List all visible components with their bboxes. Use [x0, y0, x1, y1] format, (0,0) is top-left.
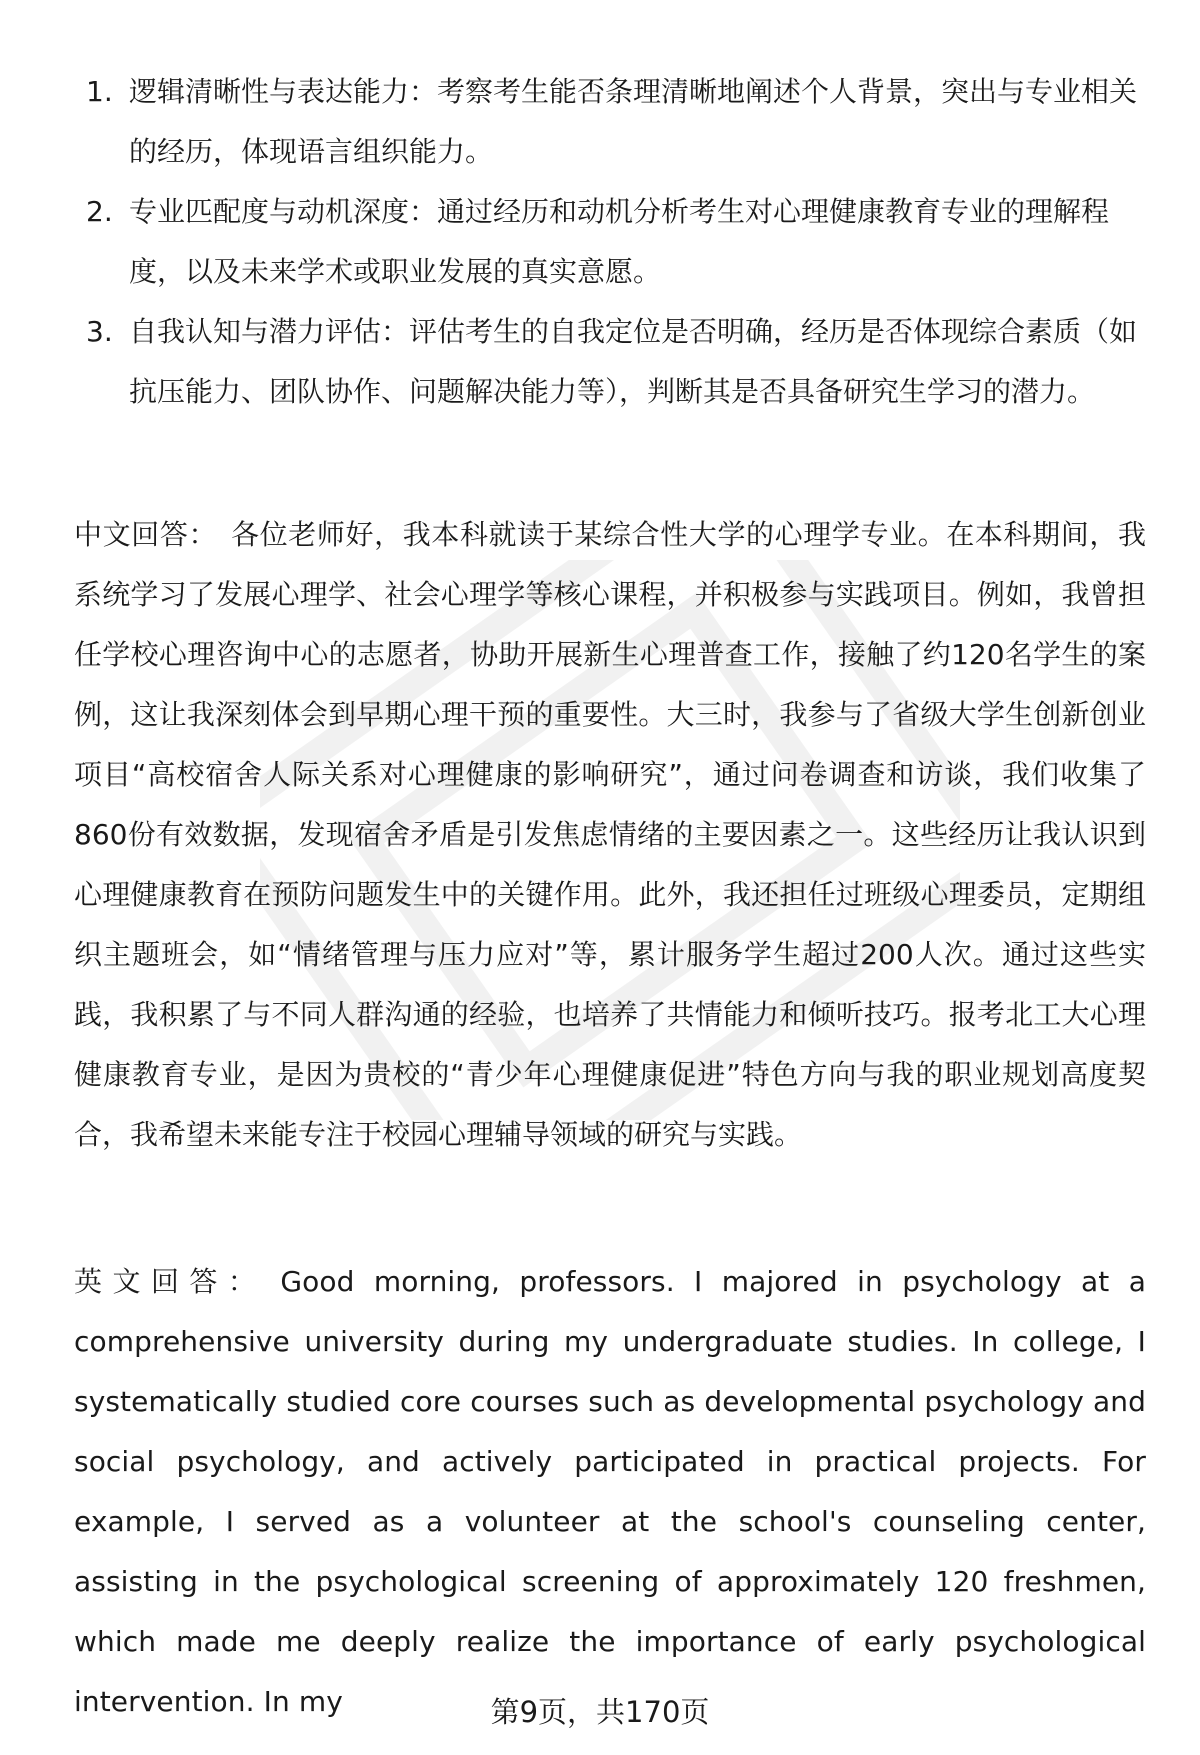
english-answer-text: Good morning, professors. I majored in psychology at a comprehensive university during my undergraduate studies. In college, I systematically studied core courses such as developmental psychology and social psychology, and actively participated in practical projects. For example, I served as a volunteer at the school's counseling center, assisting in the psychological screening of approximately 120 freshmen, which made me deeply realize the importance of early psychological intervention. In my — [74, 1265, 1146, 1718]
criteria-number: 3. — [86, 315, 113, 348]
criteria-item — [86, 182, 1146, 302]
evaluation-criteria-list — [86, 62, 1146, 422]
criteria-text: 自我认知与潜力评估：评估考生的自我定位是否明确，经历是否体现综合素质（如抗压能力、团队协作、问题解决能力等），判断其是否具备研究生学习的潜力。 — [129, 315, 1138, 408]
criteria-item — [86, 302, 1146, 422]
criteria-number: 2. — [86, 195, 113, 228]
english-answer-paragraph — [74, 1252, 1146, 1732]
english-answer-label: 英文回答： — [74, 1265, 267, 1298]
page-number-footer: 第9页，共170页 — [490, 1695, 710, 1729]
criteria-number: 1. — [86, 75, 113, 108]
chinese-answer-text: 各位老师好，我本科就读于某综合性大学的心理学专业。在本科期间，我系统学习了发展心理学、社会心理学等核心课程，并积极参与实践项目。例如，我曾担任学校心理咨询中心的志愿者，协助开展新生心理普查工作，接触了约120名学生的案例，这让我深刻体会到早期心理干预的重要性。大三时，我参与了省级大学生创新创业项目“高校宿舍人际关系对心理健康的影响研究”，通过问卷调查和访谈，我们收集了860份有效数据，发现宿舍矛盾是引发焦虑情绪的主要因素之一。这些经历让我认识到心理健康教育在预防问题发生中的关键作用。此外，我还担任过班级心理委员，定期组织主题班会，如“情绪管理与压力应对”等，累计服务学生超过200人次。通过这些实践，我积累了与不同人群沟通的经验，也培养了共情能力和倾听技巧。报考北工大心理健康教育专业，是因为贵校的“青少年心理健康促进”特色方向与我的职业规划高度契合，我希望未来能专注于校园心理辅导领域的研究与实践。 — [74, 518, 1146, 1151]
chinese-answer-paragraph — [74, 505, 1146, 1165]
criteria-text: 专业匹配度与动机深度：通过经历和动机分析考生对心理健康教育专业的理解程度，以及未来学术或职业发展的真实意愿。 — [129, 195, 1110, 288]
criteria-text: 逻辑清晰性与表达能力：考察考生能否条理清晰地阐述个人背景，突出与专业相关的经历，体现语言组织能力。 — [129, 75, 1138, 168]
criteria-item — [86, 62, 1146, 182]
chinese-answer-label: 中文回答： — [74, 518, 218, 551]
